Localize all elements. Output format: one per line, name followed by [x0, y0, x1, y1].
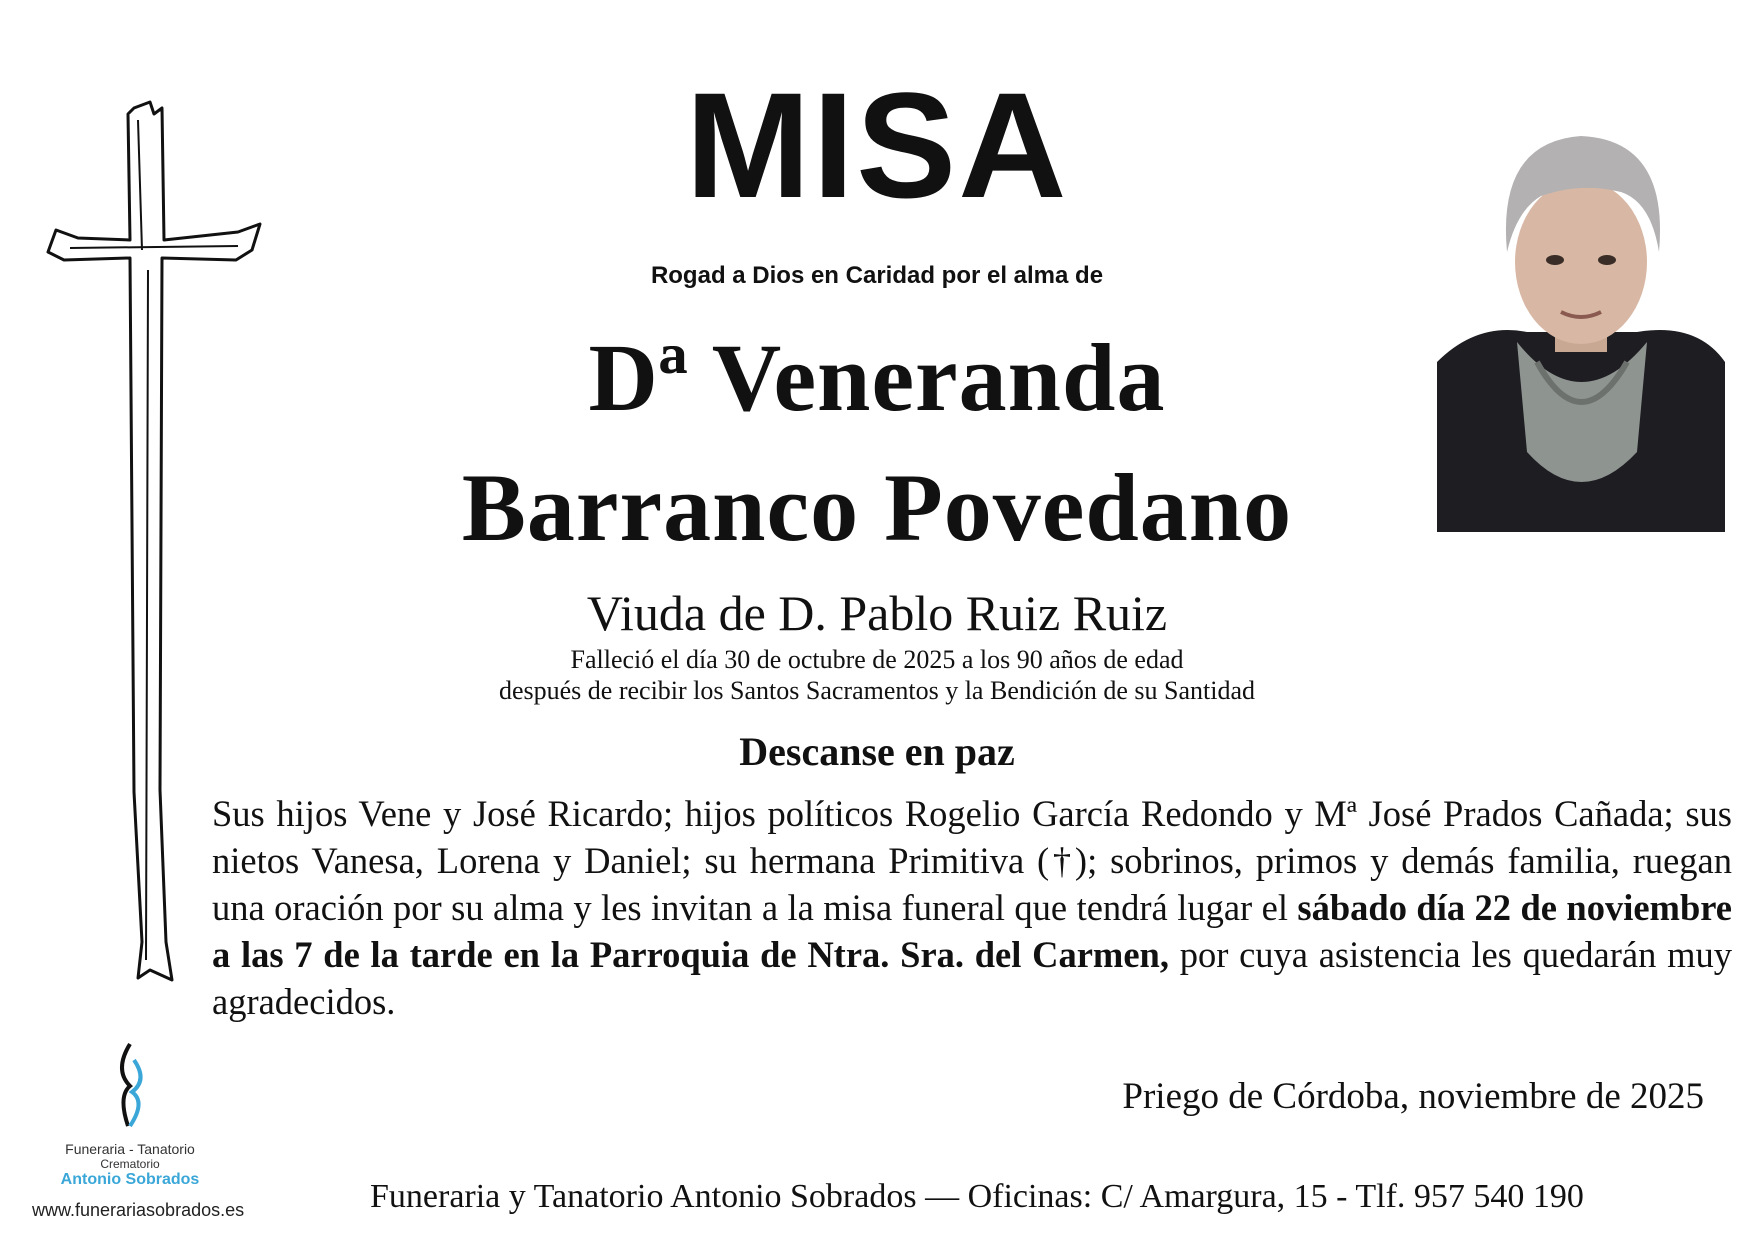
- logo-line1: Funeraria - Tanatorio: [65, 1141, 195, 1157]
- funeral-home-logo: [30, 1040, 230, 1188]
- announcement-text: [212, 790, 1732, 1025]
- logo-flame-icon: [100, 1040, 160, 1130]
- deceased-name-line1: Dª Veneranda: [588, 324, 1166, 431]
- message-text: Sus hijos Vene y José Ricardo; hijos políticos Rogelio García Redondo y Mª José Prados Cañada; sus nietos Vanesa, Lorena y Daniel; su hermana Primitiva (†); sobrinos, primos y demás familia, ruegan una oración por su alma y les invitan a la misa funeral que tendrá lugar el: [212, 793, 1732, 928]
- place-date: Priego de Córdoba, noviembre de 2025: [1122, 1076, 1704, 1117]
- widow-of: Viuda de D. Pablo Ruiz Ruiz: [586, 585, 1168, 641]
- message-closing: por cuya asistencia les quedarán muy agradecidos.: [212, 934, 1732, 1022]
- website-url: www.funerariasobrados.es: [32, 1200, 245, 1220]
- logo-line2: Crematorio: [100, 1157, 160, 1171]
- death-info-line2: después de recibir los Santos Sacramentos y la Bendición de su Santidad: [498, 676, 1255, 705]
- death-info-line1: Falleció el día 30 de octubre de 2025 a los 90 años de edad: [570, 645, 1184, 674]
- rest-in-peace: Descanse en paz: [739, 729, 1015, 774]
- deceased-name-line2: Barranco Povedano: [461, 454, 1293, 561]
- footer-contact: Funeraria y Tanatorio Antonio Sobrados — Oficinas: C/ Amargura, 15 - Tlf. 957 540 190: [370, 1178, 1584, 1215]
- portrait-photo: [1437, 122, 1725, 532]
- portrait-illustration: [1437, 122, 1725, 532]
- message-highlight: sábado día 22 de noviembre a las 7 de la tarde en la Parroquia de Ntra. Sra. del Carmen,: [212, 887, 1732, 975]
- page-title: MISA: [685, 61, 1069, 229]
- logo-line3: Antonio Sobrados: [60, 1171, 200, 1188]
- subtitle: Rogad a Dios en Caridad por el alma de: [650, 262, 1104, 289]
